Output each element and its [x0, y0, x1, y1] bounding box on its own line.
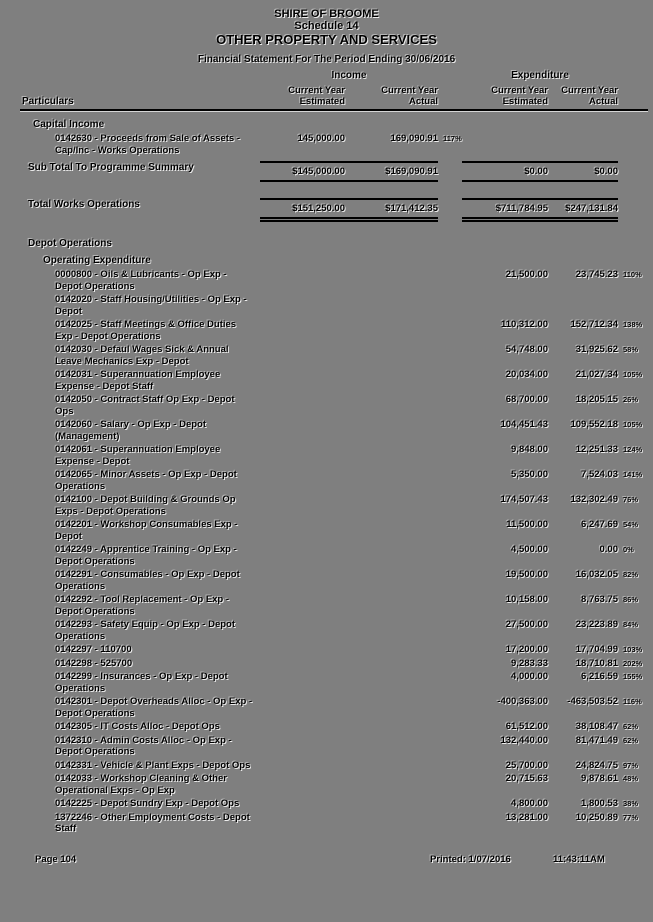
account-description: 0142225 - Depot Sundry Exp - Depot Ops	[55, 798, 240, 809]
account-description: 0142331 - Vehicle & Plant Exps - Depot Ops	[55, 759, 251, 771]
spacer	[618, 85, 650, 107]
expenditure-variance-percent: 202%	[623, 658, 643, 668]
account-description: 0142065 - Minor Assets - Op Exp - Depot Operations	[55, 469, 237, 492]
account-description: 0142298 - 525700	[55, 657, 133, 669]
expenditure-estimated-cell: 132,440.00	[500, 734, 548, 746]
line-item	[20, 594, 653, 617]
expenditure-estimated-cell: 104,451.43	[500, 419, 548, 430]
line-item	[20, 696, 653, 719]
current-year-label: Current Year	[561, 85, 618, 96]
expenditure-actual-cell: 81,471.49	[575, 734, 618, 746]
line-item	[20, 133, 653, 156]
expenditure-actual-cell: 16,032.05	[575, 569, 618, 580]
line-item	[20, 444, 653, 467]
expenditure-actual-cell: 21,027.34	[575, 369, 618, 380]
expenditure-variance-percent: 116%	[623, 697, 642, 706]
account-description: 0142050 - Contract Staff Op Exp - Depot Ops	[55, 394, 235, 417]
spacer	[438, 70, 462, 81]
line-item	[20, 798, 653, 810]
account-description: 0142291 - Consumables - Op Exp - Depot Operations	[55, 569, 240, 592]
estimated-label: Estimated	[299, 96, 345, 107]
income-estimated-header	[260, 85, 345, 107]
line-item	[20, 294, 653, 317]
expenditure-actual-cell: 23,745.23	[575, 269, 618, 280]
account-description: 0142292 - Tool Replacement - Op Exp - Depot Operations	[55, 594, 230, 617]
section-heading: Depot Operations	[28, 238, 112, 249]
expenditure-actual-cell: 0.00	[599, 544, 618, 555]
expenditure-estimated-header	[462, 85, 548, 107]
income-group-header: Income	[331, 70, 367, 81]
page-number: Page 104	[35, 854, 77, 865]
expenditure-estimated-cell: 25,700.00	[505, 759, 548, 771]
income-actual-cell: 169,090.91	[390, 133, 438, 144]
spacer	[438, 85, 462, 107]
expenditure-estimated-cell: 17,200.00	[505, 644, 548, 655]
spacer	[618, 70, 650, 81]
income-estimated-total: $145,000.00	[260, 161, 345, 182]
current-year-label: Current Year	[381, 85, 438, 96]
expenditure-actual-total: $0.00	[548, 161, 618, 182]
line-item	[20, 644, 653, 656]
account-description: 0142030 - Defaul Wages Sick & Annual Leave Mechanics Exp - Depot	[55, 344, 229, 367]
line-item	[20, 760, 653, 772]
account-description: 0142100 - Depot Building & Grounds Op Exps - Depot Operations	[55, 494, 236, 517]
expenditure-variance-percent: 105%	[623, 370, 643, 379]
expenditure-estimated-cell: 20,715.63	[505, 773, 548, 784]
account-description: 0142031 - Superannuation Employee Expense - Depot Staff	[55, 369, 221, 392]
report-header	[0, 0, 653, 66]
expenditure-actual-cell: 24,824.75	[575, 759, 618, 771]
particulars-header: Particulars	[22, 96, 74, 107]
account-description: 0142061 - Superannuation Employee Expense - Depot	[55, 444, 221, 467]
expenditure-estimated-cell: 174,507.43	[500, 494, 548, 505]
expenditure-variance-percent: 110%	[623, 270, 642, 279]
printed-date: Printed: 1/07/2016	[430, 854, 511, 865]
expenditure-estimated-cell: 54,748.00	[505, 344, 548, 355]
expenditure-actual-cell: 6,216.59	[581, 671, 618, 682]
printed-time: 11:43:11AM	[553, 854, 605, 865]
expenditure-estimated-cell: 13,281.00	[505, 811, 548, 823]
expenditure-actual-cell: 38,108.47	[575, 721, 618, 732]
expenditure-variance-percent: 124%	[623, 445, 643, 454]
expenditure-actual-cell: 10,250.89	[575, 811, 618, 823]
expenditure-estimated-cell: 110,312.00	[500, 319, 548, 330]
account-description: 0142310 - Admin Costs Alloc - Op Exp - Depot Operations	[55, 734, 232, 757]
account-description: 0142025 - Staff Meetings & Office Duties Exp - Depot Operations	[55, 319, 237, 342]
expenditure-actual-cell: 17,704.99	[575, 644, 618, 655]
expenditure-estimated-cell: 61,512.00	[505, 721, 548, 732]
expenditure-variance-percent: 82%	[623, 570, 639, 579]
expenditure-estimated-cell: 10,158.00	[505, 594, 548, 605]
organisation-name: SHIRE OF BROOME	[274, 8, 379, 20]
report-title: OTHER PROPERTY AND SERVICES	[216, 32, 437, 47]
expenditure-estimated-cell: 9,848.00	[511, 444, 548, 455]
expenditure-actual-cell: 18,205.15	[575, 394, 618, 405]
expenditure-actual-cell: 1,800.53	[581, 798, 618, 809]
expenditure-actual-cell: 109,552.18	[570, 419, 618, 430]
expenditure-variance-percent: 62%	[623, 722, 639, 731]
account-description: 0142630 - Proceeds from Sale of Assets - Cap/Inc - Works Operations	[55, 133, 240, 156]
account-description: 0142293 - Safety Equip - Op Exp - Depot Operations	[55, 619, 236, 642]
line-item	[20, 519, 653, 542]
current-year-label: Current Year	[288, 85, 345, 96]
expenditure-estimated-cell: 9,283.33	[511, 657, 548, 669]
line-item	[20, 344, 653, 367]
line-item	[20, 735, 653, 758]
expenditure-variance-percent: 97%	[623, 760, 639, 770]
report-rows	[20, 111, 653, 835]
report-subtitle: Financial Statement For The Period Ending 30/06/2016	[197, 54, 456, 65]
line-item	[20, 721, 653, 733]
expenditure-variance-percent: 38%	[623, 799, 639, 808]
spacer	[20, 222, 653, 238]
section-heading: Capital Income	[33, 119, 105, 130]
expenditure-estimated-total: $711,784.95	[462, 198, 548, 222]
line-item	[20, 658, 653, 670]
account-description: 0142305 - IT Costs Alloc - Depot Ops	[55, 721, 220, 732]
estimated-label: Estimated	[502, 96, 548, 107]
expenditure-group-header: Expenditure	[511, 70, 569, 81]
account-description: 0142297 - 110700	[55, 644, 132, 655]
expenditure-estimated-cell: 19,500.00	[505, 569, 548, 580]
line-item	[20, 569, 653, 592]
line-item	[20, 619, 653, 642]
column-header-groups	[20, 70, 653, 81]
total-row	[20, 198, 653, 222]
line-item	[20, 544, 653, 567]
expenditure-estimated-cell: 20,034.00	[505, 369, 548, 380]
expenditure-actual-total: $247,131.84	[548, 198, 618, 222]
expenditure-estimated-cell: 4,000.00	[511, 671, 548, 682]
actual-label: Actual	[408, 96, 438, 107]
expenditure-variance-percent: 0%	[623, 545, 634, 554]
line-item	[20, 419, 653, 442]
column-headers	[20, 85, 653, 107]
line-item	[20, 494, 653, 517]
expenditure-variance-percent: 76%	[623, 495, 639, 504]
expenditure-variance-percent: 141%	[623, 470, 643, 479]
expenditure-variance-percent: 86%	[623, 595, 639, 604]
expenditure-estimated-total: $0.00	[462, 161, 548, 182]
subtotal-row-label: Sub Total To Programme Summary	[28, 162, 194, 173]
spacer	[20, 182, 653, 198]
account-description: 1372246 - Other Employment Costs - Depot Staff	[55, 811, 250, 834]
income-variance-percent: 117%	[443, 134, 462, 143]
expenditure-variance-percent: 26%	[623, 395, 639, 404]
expenditure-variance-percent: 138%	[623, 320, 643, 329]
line-item	[20, 812, 653, 835]
income-actual-header	[345, 85, 438, 107]
expenditure-estimated-cell: 21,500.00	[505, 269, 548, 280]
expenditure-actual-cell: 12,251.33	[575, 444, 618, 455]
expenditure-estimated-cell: 4,500.00	[511, 544, 548, 555]
expenditure-variance-percent: 58%	[623, 345, 639, 354]
schedule-number: Schedule 14	[294, 20, 359, 32]
report-footer	[0, 854, 653, 868]
account-description: 0142020 - Staff Housing/Utilities - Op Exp - Depot	[55, 294, 247, 317]
expenditure-variance-percent: 62%	[623, 735, 639, 745]
expenditure-actual-cell: 8,763.75	[581, 594, 618, 605]
line-item	[20, 369, 653, 392]
spacer	[20, 70, 260, 81]
expenditure-estimated-cell: 11,500.00	[506, 519, 548, 530]
section-heading: Operating Expenditure	[43, 255, 151, 266]
income-estimated-cell: 145,000.00	[297, 133, 345, 144]
expenditure-actual-cell: 7,524.03	[581, 469, 618, 480]
income-actual-total: $169,090.91	[345, 161, 438, 182]
income-estimated-total: $151,250.00	[260, 198, 345, 222]
account-description: 0142033 - Workshop Cleaning & Other Operational Exps - Op Exp	[55, 773, 227, 796]
expenditure-actual-cell: 18,710.81	[575, 657, 618, 669]
expenditure-variance-percent: 103%	[623, 645, 643, 654]
line-item	[20, 773, 653, 796]
line-item	[20, 269, 653, 292]
expenditure-actual-cell: 9,878.61	[581, 773, 618, 784]
line-item	[20, 394, 653, 417]
expenditure-estimated-cell: -400,363.00	[497, 696, 548, 707]
account-description: 0142299 - Insurances - Op Exp - Depot Operations	[55, 671, 228, 694]
line-item	[20, 671, 653, 694]
expenditure-actual-cell: 152,712.34	[570, 319, 618, 330]
total-row-label: Total Works Operations	[28, 199, 140, 210]
expenditure-variance-percent: 155%	[623, 672, 643, 681]
spacer	[20, 111, 653, 119]
line-item	[20, 319, 653, 342]
expenditure-actual-cell: 132,302.49	[570, 494, 618, 505]
expenditure-actual-cell: -463,503.52	[567, 696, 618, 707]
account-description: 0142301 - Depot Overheads Alloc - Op Exp - Depot Operations	[55, 696, 253, 719]
account-description: 0142201 - Workshop Consumables Exp - Depot	[55, 519, 238, 542]
expenditure-variance-percent: 84%	[623, 620, 639, 629]
expenditure-variance-percent: 48%	[623, 774, 639, 783]
line-item	[20, 469, 653, 492]
account-description: 0142249 - Apprentice Training - Op Exp - Depot Operations	[55, 544, 237, 567]
expenditure-estimated-cell: 4,800.00	[511, 798, 548, 809]
expenditure-variance-percent: 105%	[623, 420, 643, 429]
expenditure-actual-cell: 23,223.89	[575, 619, 618, 630]
expenditure-actual-header	[548, 85, 618, 107]
expenditure-actual-cell: 6,247.69	[581, 519, 618, 530]
actual-label: Actual	[588, 96, 618, 107]
account-description: 0142060 - Salary - Op Exp - Depot (Management)	[55, 419, 207, 442]
current-year-label: Current Year	[491, 85, 548, 96]
subtotal-row	[20, 161, 653, 182]
account-description: 0000800 - Oils & Lubricants - Op Exp - Depot Operations	[55, 269, 227, 292]
expenditure-estimated-cell: 27,500.00	[505, 619, 548, 630]
expenditure-estimated-cell: 68,700.00	[505, 394, 548, 405]
expenditure-variance-percent: 54%	[623, 520, 639, 529]
expenditure-variance-percent: 77%	[623, 812, 639, 822]
income-actual-total: $171,412.35	[345, 198, 438, 222]
expenditure-actual-cell: 31,925.62	[575, 344, 618, 355]
expenditure-estimated-cell: 5,350.00	[511, 469, 548, 480]
